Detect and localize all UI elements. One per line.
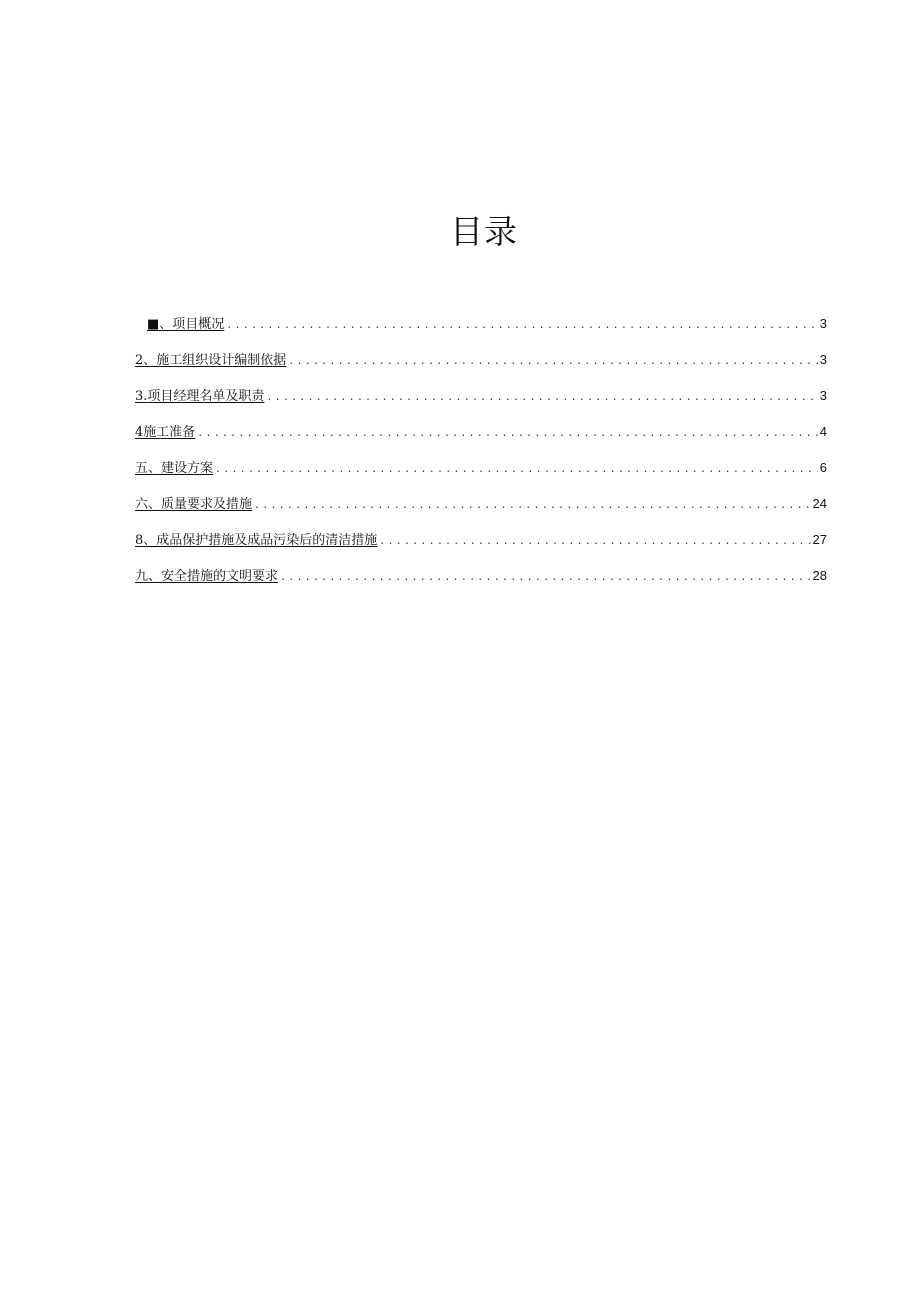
- toc-entry-design-basis[interactable]: [135, 348, 827, 384]
- toc-entry-page-number[interactable]: 3: [819, 388, 827, 403]
- toc-entry-page-number[interactable]: 4: [819, 424, 827, 439]
- toc-entry-label[interactable]: 8、成品保护措施及成品污染后的清洁措施: [135, 533, 378, 548]
- toc-entry-label[interactable]: ■、项目概况: [147, 317, 225, 332]
- dot-leader: [197, 422, 817, 446]
- toc-entry-page-number[interactable]: 24: [812, 496, 827, 511]
- toc-entry-label[interactable]: 六、质量要求及措施: [135, 497, 253, 512]
- toc-entry-page-number[interactable]: 6: [819, 460, 827, 475]
- dot-leader: [288, 350, 817, 374]
- dot-leader: [280, 566, 811, 590]
- toc-entry-page-number[interactable]: 3: [819, 352, 827, 367]
- toc-entry-page-number[interactable]: 28: [812, 568, 827, 583]
- dot-leader: [215, 458, 818, 482]
- table-of-contents: [135, 312, 827, 600]
- toc-entry-safety-measures[interactable]: [135, 564, 827, 600]
- dot-leader: [254, 494, 811, 518]
- toc-entry-quality-requirements[interactable]: [135, 492, 827, 528]
- toc-entry-project-manager-list[interactable]: [135, 384, 827, 420]
- dot-leader: [379, 530, 810, 554]
- toc-title: 目录: [450, 212, 518, 251]
- toc-entry-product-protection[interactable]: [135, 528, 827, 564]
- toc-entry-page-number[interactable]: 3: [819, 316, 827, 331]
- toc-entry-label[interactable]: 九、安全措施的文明要求: [135, 569, 279, 584]
- dot-leader: [226, 314, 817, 338]
- toc-entry-construction-plan[interactable]: [135, 456, 827, 492]
- toc-entry-label[interactable]: 3.项目经理名单及职责: [135, 389, 265, 404]
- toc-entry-page-number[interactable]: 27: [812, 532, 827, 547]
- toc-entry-label[interactable]: 4施工准备: [135, 425, 196, 440]
- dot-leader: [266, 386, 817, 410]
- toc-entry-construction-preparation[interactable]: [135, 420, 827, 456]
- toc-entry-label[interactable]: 2、施工组织设计编制依据: [135, 353, 287, 368]
- toc-entry-project-overview[interactable]: [135, 312, 827, 348]
- toc-entry-label[interactable]: 五、建设方案: [135, 461, 214, 476]
